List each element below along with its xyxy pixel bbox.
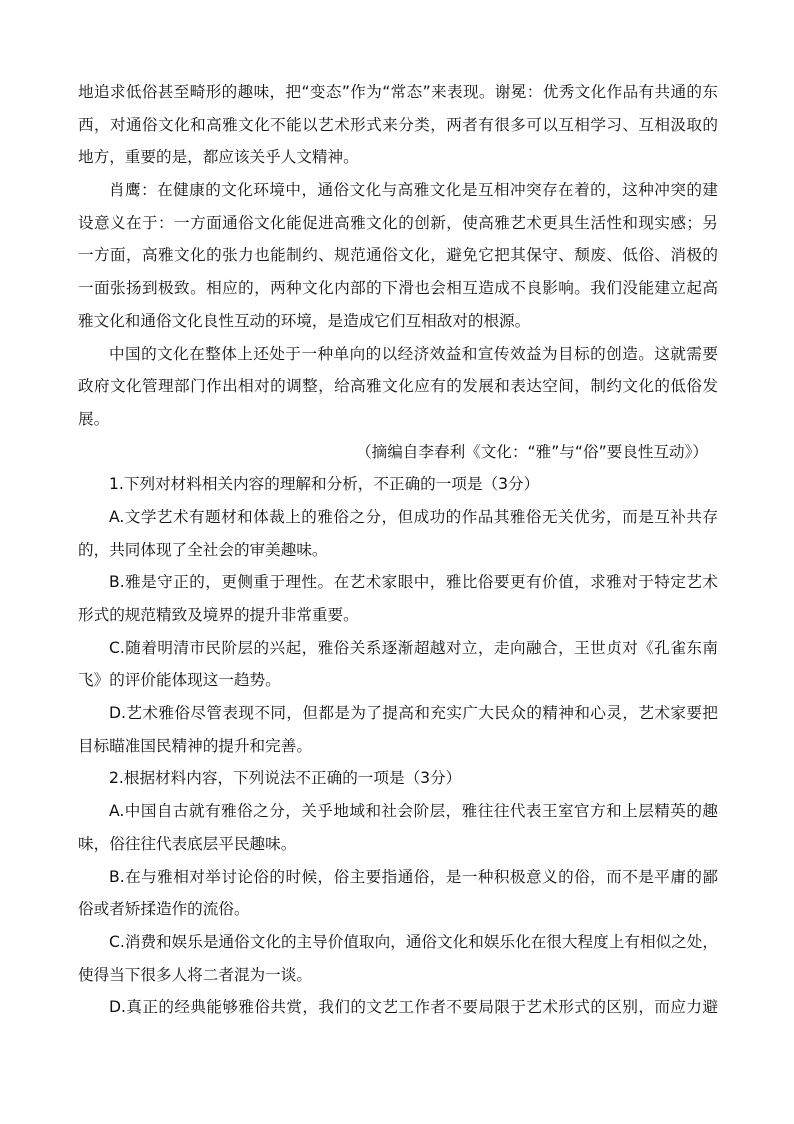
document-page: [78, 76, 718, 1024]
text-line: A.中国自古就有雅俗之分，关乎地域和社会阶层，雅往往代表王室官方和上层精英的趣: [109, 802, 718, 821]
text-line: 肖鹰：在健康的文化环境中，通俗文化与高雅文化是互相冲突存在着的，这种冲突的建: [109, 181, 718, 200]
text-line: 地追求低俗甚至畸形的趣味，把“变态”作为“常态”来表现。谢冕：优秀文化作品有共通的东: [78, 83, 718, 101]
text-line: B.雅是守正的，更侧重于理性。在艺术家眼中，雅比俗要更有价值，求雅对于特定艺术: [109, 573, 718, 592]
text-line: 雅文化和通俗文化良性互动的环境，是造成它们互相敌对的根源。: [78, 311, 531, 330]
text-line: 展。: [78, 409, 110, 428]
text-line: 飞》的评价能体现这一趋势。: [78, 671, 281, 690]
text-line: 一面张扬到极致。相应的，两种文化内部的下滑也会相互造成不良影响。我们没能建立起高: [78, 279, 718, 298]
source-citation: （摘编自李春利《文化：“雅”与“俗”要良性互动》）: [356, 442, 708, 461]
text-line: C.消费和娱乐是通俗文化的主导价值取向，通俗文化和娱乐化在很大程度上有相似之处，: [109, 932, 718, 951]
text-line: 地方，重要的是，都应该关乎人文精神。: [78, 148, 359, 167]
text-line: 味，俗往往代表底层平民趣味。: [78, 834, 297, 853]
text-line: 设意义在于：一方面通俗文化能促进高雅文化的创新，使高雅艺术更具生活性和现实感；另: [78, 213, 718, 232]
text-line: 使得当下很多人将二者混为一谈。: [78, 965, 312, 984]
text-line: C.随着明清市民阶层的兴起，雅俗关系逐渐超越对立，走向融合，王世贞对《孔雀东南: [109, 638, 718, 657]
text-line: 1.下列对材料相关内容的理解和分析，不正确的一项是（3分）: [109, 475, 540, 494]
text-line: 一方面，高雅文化的张力也能制约、规范通俗文化，避免它把其保守、颓废、低俗、消极的: [78, 246, 718, 265]
text-line: 的，共同体现了全社会的审美趣味。: [78, 540, 328, 559]
text-line: 政府文化管理部门作出相对的调整，给高雅文化应有的发展和表达空间，制约文化的低俗发: [78, 377, 718, 396]
text-line: 形式的规范精致及境界的提升非常重要。: [78, 606, 359, 624]
text-line: 俗或者矫揉造作的流俗。: [78, 900, 250, 919]
text-line: 目标瞄准国民精神的提升和完善。: [78, 736, 312, 755]
text-line: 西，对通俗文化和高雅文化不能以艺术形式来分类，两者有很多可以互相学习、互相汲取的: [78, 115, 718, 134]
text-line: D.真正的经典能够雅俗共赏，我们的文艺工作者不要局限于艺术形式的区别，而应力避: [109, 998, 718, 1017]
text-line: D.艺术雅俗尽管表现不同，但都是为了提高和充实广大民众的精神和心灵，艺术家要把: [109, 704, 718, 723]
text-line: 2.根据材料内容，下列说法不正确的一项是（3分）: [109, 769, 462, 788]
text-line: B.在与雅相对举讨论俗的时候，俗主要指通俗，是一种积极意义的俗，而不是平庸的鄙: [109, 867, 718, 886]
text-line: A.文学艺术有题材和体裁上的雅俗之分，但成功的作品其雅俗无关优劣，而是互补共存: [109, 507, 718, 526]
text-line: 中国的文化在整体上还处于一种单向的以经济效益和宣传效益为目标的创造。这就需要: [109, 344, 718, 363]
